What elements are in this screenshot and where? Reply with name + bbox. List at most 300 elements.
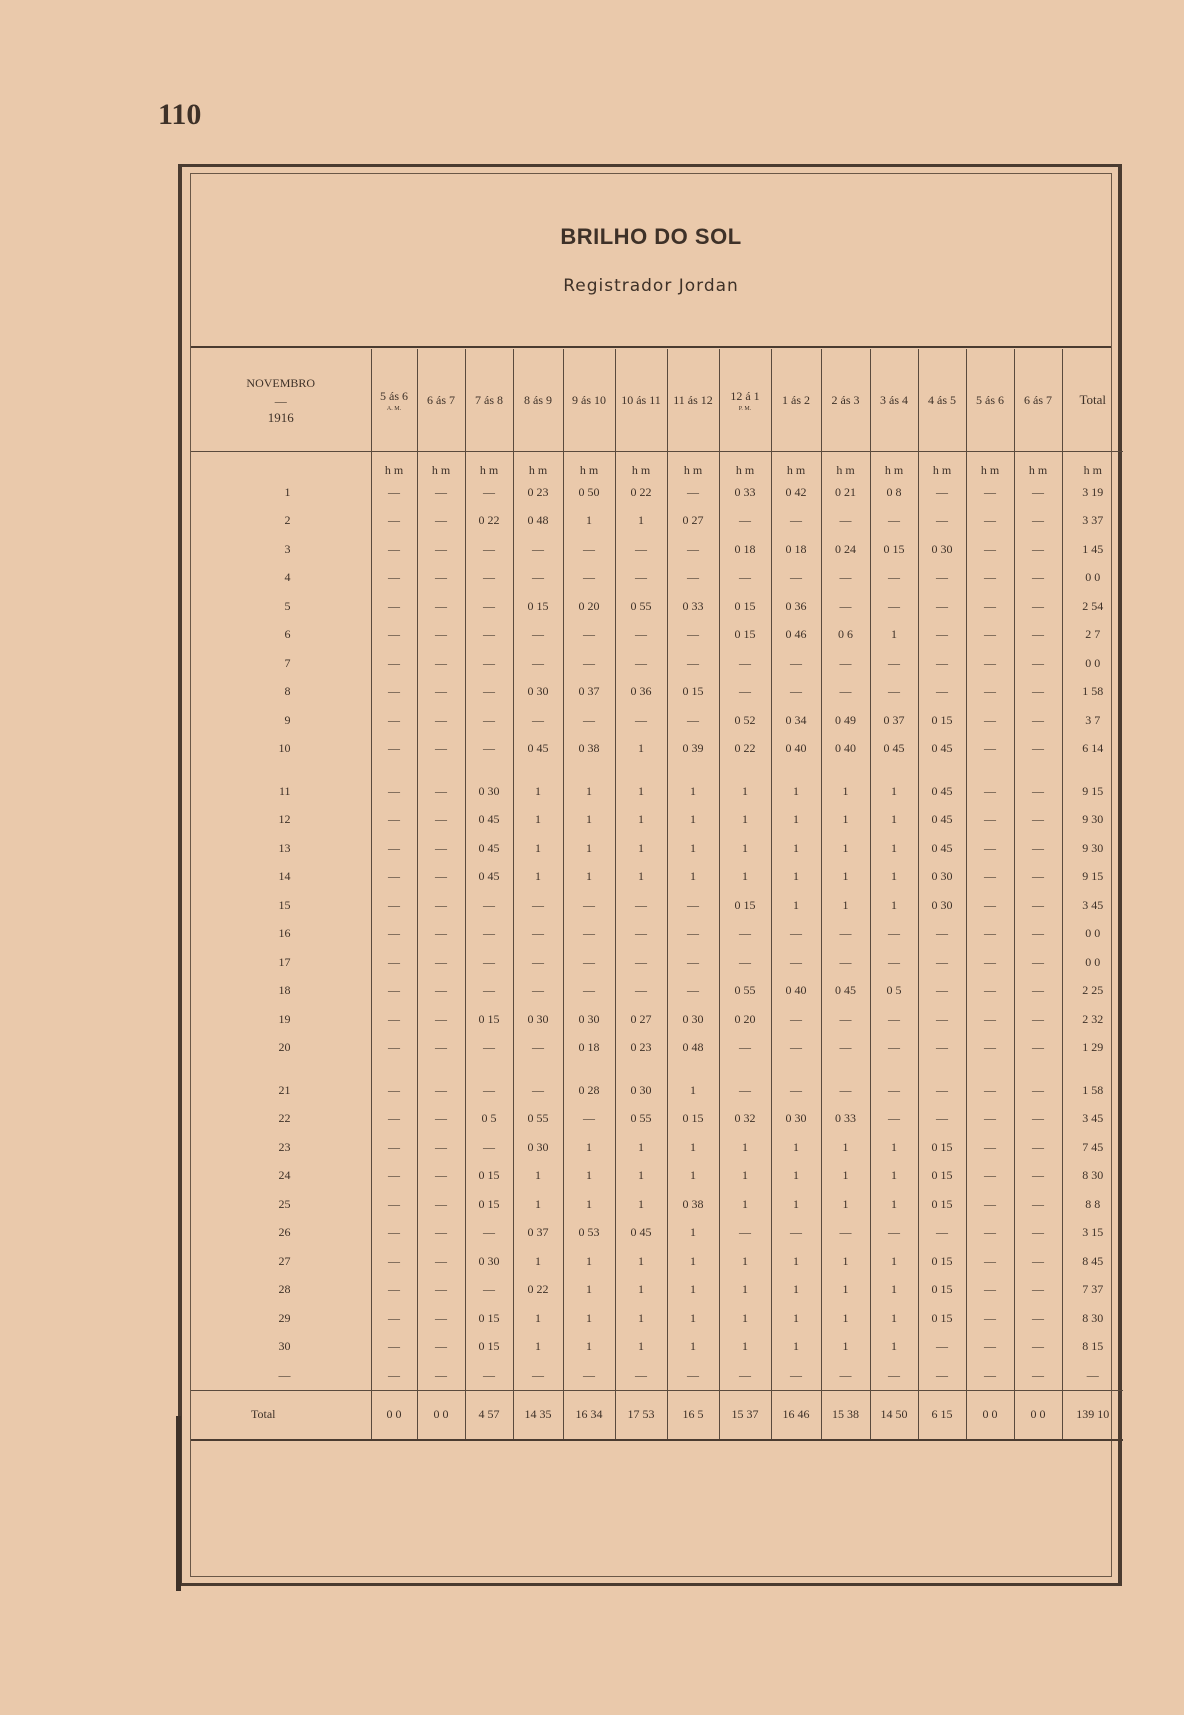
value-cell: — (771, 1005, 821, 1034)
value-cell: — (821, 1005, 870, 1034)
value-cell: — (417, 1062, 465, 1105)
value-cell: — (513, 948, 563, 977)
value-cell: 1 (667, 1162, 719, 1191)
day-cell: 6 (284, 627, 291, 642)
value-cell: 1 (821, 1276, 870, 1305)
value-cell: 1 (771, 1162, 821, 1191)
value-cell: 1 (771, 863, 821, 892)
binding-mark (176, 1416, 181, 1591)
table-row (191, 507, 1123, 536)
value-cell: — (966, 1034, 1014, 1063)
value-cell: 0 45 (465, 806, 513, 835)
value-cell: — (465, 592, 513, 621)
value-cell: — (918, 678, 966, 707)
value-cell: — (870, 1062, 918, 1105)
value-cell: — (417, 834, 465, 863)
header-col-5 (615, 349, 667, 452)
value-cell: 0 40 (771, 977, 821, 1006)
value-cell: — (1014, 977, 1062, 1006)
value-cell: — (966, 977, 1014, 1006)
value-cell: — (1062, 1361, 1123, 1390)
table-row (191, 763, 1123, 806)
day-cell: 27 (278, 1253, 291, 1268)
value-cell: 6 14 (1062, 735, 1123, 764)
day-cell: 18 (278, 983, 291, 998)
value-cell: 0 18 (771, 535, 821, 564)
value-cell: 0 15 (667, 1105, 719, 1134)
value-cell: 1 (563, 1333, 615, 1362)
value-cell: — (1014, 1105, 1062, 1134)
table-row (191, 1276, 1123, 1305)
value-cell: — (615, 891, 667, 920)
value-cell: 0 22 (719, 735, 771, 764)
table-row (191, 1034, 1123, 1063)
value-cell: — (918, 1219, 966, 1248)
table-body (191, 478, 1123, 1390)
table-row (191, 1219, 1123, 1248)
value-cell: — (1014, 1162, 1062, 1191)
header-col-label: 1 ás 2 (782, 392, 810, 407)
value-cell: — (1014, 706, 1062, 735)
value-cell: — (563, 621, 615, 650)
value-cell: — (615, 535, 667, 564)
day-cell: 5 (284, 598, 291, 613)
value-cell: — (417, 678, 465, 707)
value-cell: — (918, 1333, 966, 1362)
value-cell: — (371, 706, 417, 735)
value-cell: 0 45 (465, 863, 513, 892)
unit-cell: h m (563, 452, 615, 479)
value-cell: 0 23 (513, 478, 563, 507)
value-cell: — (615, 706, 667, 735)
value-cell: 1 (771, 763, 821, 806)
value-cell: — (918, 621, 966, 650)
value-cell: 9 15 (1062, 863, 1123, 892)
value-cell: — (417, 920, 465, 949)
value-cell: 1 (771, 1304, 821, 1333)
total-cell: 0 0 (371, 1390, 417, 1440)
value-cell: — (371, 977, 417, 1006)
unit-cell: h m (771, 452, 821, 479)
value-cell: — (371, 564, 417, 593)
unit-cell: h m (821, 452, 870, 479)
value-cell: 1 (563, 507, 615, 536)
value-cell: 0 52 (719, 706, 771, 735)
value-cell: 1 (719, 1162, 771, 1191)
value-cell: — (966, 763, 1014, 806)
value-cell: 0 45 (821, 977, 870, 1006)
value-cell: 0 45 (513, 735, 563, 764)
value-cell: 0 18 (719, 535, 771, 564)
value-cell: — (615, 977, 667, 1006)
value-cell: — (371, 1133, 417, 1162)
value-cell: — (417, 806, 465, 835)
value-cell: — (719, 1062, 771, 1105)
value-cell: — (966, 920, 1014, 949)
table-row (191, 564, 1123, 593)
value-cell: 1 (563, 834, 615, 863)
value-cell: 0 30 (513, 1133, 563, 1162)
value-cell: — (465, 920, 513, 949)
total-label: Total (191, 1390, 371, 1440)
value-cell: — (563, 977, 615, 1006)
header-am: A. M. (386, 405, 402, 412)
value-cell: 0 5 (870, 977, 918, 1006)
value-cell: — (417, 1333, 465, 1362)
value-cell: — (371, 920, 417, 949)
value-cell: 0 15 (667, 678, 719, 707)
value-cell: — (821, 592, 870, 621)
value-cell: 1 (771, 1333, 821, 1362)
value-cell: — (371, 535, 417, 564)
value-cell: — (821, 649, 870, 678)
unit-cell: h m (870, 452, 918, 479)
table-frame (178, 164, 1122, 1586)
value-cell: 1 (719, 763, 771, 806)
value-cell: 0 45 (918, 763, 966, 806)
value-cell: 0 15 (719, 592, 771, 621)
value-cell: 3 15 (1062, 1219, 1123, 1248)
value-cell: 1 (615, 1276, 667, 1305)
value-cell: — (417, 507, 465, 536)
value-cell: 1 (513, 834, 563, 863)
value-cell: 0 30 (465, 763, 513, 806)
value-cell: 9 30 (1062, 806, 1123, 835)
value-cell: 1 (513, 863, 563, 892)
value-cell: — (966, 1005, 1014, 1034)
value-cell: — (513, 977, 563, 1006)
value-cell: — (667, 948, 719, 977)
value-cell: 1 (719, 1247, 771, 1276)
value-cell: — (771, 1361, 821, 1390)
value-cell: — (918, 1034, 966, 1063)
value-cell: 0 15 (918, 1133, 966, 1162)
value-cell: — (1014, 535, 1062, 564)
value-cell: — (966, 1219, 1014, 1248)
value-cell: — (563, 1105, 615, 1134)
value-cell: — (719, 564, 771, 593)
value-cell: — (513, 1361, 563, 1390)
value-cell: 1 (513, 763, 563, 806)
value-cell: 0 0 (1062, 948, 1123, 977)
value-cell: 1 (870, 834, 918, 863)
value-cell: — (821, 1361, 870, 1390)
value-cell: 0 0 (1062, 649, 1123, 678)
value-cell: 1 (821, 1333, 870, 1362)
value-cell: — (918, 564, 966, 593)
value-cell: — (371, 948, 417, 977)
value-cell: 1 (719, 806, 771, 835)
day-cell: — (191, 1361, 371, 1390)
value-cell: 1 (870, 1304, 918, 1333)
value-cell: — (465, 1361, 513, 1390)
value-cell: — (870, 649, 918, 678)
value-cell: — (371, 1062, 417, 1105)
value-cell: 1 (870, 1162, 918, 1191)
value-cell: 0 33 (667, 592, 719, 621)
total-cell: 139 10 (1062, 1390, 1123, 1440)
value-cell: 0 33 (821, 1105, 870, 1134)
value-cell: — (615, 920, 667, 949)
value-cell: — (371, 507, 417, 536)
value-cell: 1 (667, 1304, 719, 1333)
value-cell: — (966, 678, 1014, 707)
value-cell: — (966, 1133, 1014, 1162)
value-cell: — (563, 1361, 615, 1390)
value-cell: 0 48 (513, 507, 563, 536)
table-row (191, 621, 1123, 650)
value-cell: 1 (563, 763, 615, 806)
value-cell: 0 42 (771, 478, 821, 507)
value-cell: — (371, 592, 417, 621)
header-month: NOVEMBRO (246, 376, 316, 390)
table-row (191, 1062, 1123, 1105)
day-cell: 10 (278, 741, 291, 756)
value-cell: 0 37 (870, 706, 918, 735)
value-cell: — (821, 1034, 870, 1063)
total-cell: 16 46 (771, 1390, 821, 1440)
header-col-label: 3 ás 4 (880, 392, 908, 407)
value-cell: — (371, 763, 417, 806)
day-cell: 19 (278, 1011, 291, 1026)
value-cell: 1 (821, 806, 870, 835)
value-cell: 0 30 (918, 891, 966, 920)
value-cell: 0 30 (465, 1247, 513, 1276)
value-cell: 0 55 (513, 1105, 563, 1134)
value-cell: — (513, 1034, 563, 1063)
value-cell: — (870, 1034, 918, 1063)
value-cell: — (371, 1361, 417, 1390)
value-cell: — (513, 920, 563, 949)
value-cell: — (465, 1034, 513, 1063)
value-cell: 1 (821, 1133, 870, 1162)
table-row (191, 1105, 1123, 1134)
value-cell: — (465, 706, 513, 735)
value-cell: — (1014, 1034, 1062, 1063)
table-row (191, 649, 1123, 678)
unit-cell: h m (371, 452, 417, 479)
value-cell: 1 (719, 1276, 771, 1305)
total-row (191, 1390, 1123, 1440)
day-cell: 3 (284, 541, 291, 556)
value-cell: 8 8 (1062, 1190, 1123, 1219)
header-col-label: 5 ás 6 (976, 392, 1004, 407)
value-cell: — (417, 1276, 465, 1305)
value-cell: 1 (821, 891, 870, 920)
value-cell: 1 (771, 1133, 821, 1162)
day-cell: 13 (278, 840, 291, 855)
value-cell: 0 15 (465, 1333, 513, 1362)
value-cell: 8 30 (1062, 1304, 1123, 1333)
value-cell: — (371, 1034, 417, 1063)
value-cell: 0 20 (563, 592, 615, 621)
value-cell: 0 45 (465, 834, 513, 863)
value-cell: — (371, 863, 417, 892)
value-cell: — (371, 1105, 417, 1134)
value-cell: — (918, 1105, 966, 1134)
value-cell: — (465, 891, 513, 920)
value-cell: 0 21 (821, 478, 870, 507)
table-row (191, 478, 1123, 507)
value-cell: — (371, 1333, 417, 1362)
value-cell: 9 30 (1062, 834, 1123, 863)
header-col-label: 5 ás 6 (380, 388, 408, 403)
day-cell: 11 (278, 783, 291, 798)
day-cell: 15 (278, 897, 291, 912)
value-cell: 1 (667, 1247, 719, 1276)
value-cell: 0 8 (870, 478, 918, 507)
value-cell: — (870, 678, 918, 707)
value-cell: 1 (719, 1304, 771, 1333)
value-cell: — (667, 564, 719, 593)
value-cell: — (966, 1276, 1014, 1305)
value-cell: — (966, 806, 1014, 835)
unit-cell: h m (615, 452, 667, 479)
value-cell: — (918, 977, 966, 1006)
value-cell: — (771, 1219, 821, 1248)
value-cell: 0 30 (615, 1062, 667, 1105)
value-cell: — (1014, 1276, 1062, 1305)
value-cell: — (417, 478, 465, 507)
value-cell: 1 (513, 1333, 563, 1362)
units-row (191, 452, 1123, 479)
value-cell: — (371, 735, 417, 764)
header-col-10 (870, 349, 918, 452)
unit-cell: h m (918, 452, 966, 479)
value-cell: 1 (615, 806, 667, 835)
value-cell: — (371, 678, 417, 707)
value-cell: — (870, 1005, 918, 1034)
value-cell: 1 (771, 1190, 821, 1219)
value-cell: — (417, 948, 465, 977)
value-cell: — (821, 678, 870, 707)
value-cell: — (719, 1219, 771, 1248)
value-cell: 3 7 (1062, 706, 1123, 735)
value-cell: 0 15 (465, 1162, 513, 1191)
value-cell: 2 25 (1062, 977, 1123, 1006)
value-cell: 1 (771, 806, 821, 835)
value-cell: — (966, 706, 1014, 735)
value-cell: 1 45 (1062, 535, 1123, 564)
value-cell: 8 15 (1062, 1333, 1123, 1362)
value-cell: — (465, 621, 513, 650)
value-cell: 1 (615, 507, 667, 536)
value-cell: — (513, 649, 563, 678)
day-cell: 30 (278, 1339, 291, 1354)
value-cell: — (918, 649, 966, 678)
value-cell: — (563, 920, 615, 949)
total-cell: 4 57 (465, 1390, 513, 1440)
value-cell: 3 45 (1062, 1105, 1123, 1134)
value-cell: — (918, 478, 966, 507)
value-cell: — (870, 920, 918, 949)
value-cell: — (1014, 806, 1062, 835)
value-cell: — (870, 507, 918, 536)
value-cell: — (513, 706, 563, 735)
value-cell: 1 (870, 1190, 918, 1219)
value-cell: 0 0 (1062, 920, 1123, 949)
value-cell: 0 23 (615, 1034, 667, 1063)
total-cell: 16 5 (667, 1390, 719, 1440)
value-cell: 9 15 (1062, 763, 1123, 806)
value-cell: — (821, 948, 870, 977)
value-cell: 1 (615, 1190, 667, 1219)
value-cell: — (667, 706, 719, 735)
value-cell: 0 30 (771, 1105, 821, 1134)
value-cell: — (870, 564, 918, 593)
value-cell: 1 (667, 806, 719, 835)
table-row (191, 834, 1123, 863)
value-cell: — (966, 507, 1014, 536)
value-cell: 1 29 (1062, 1034, 1123, 1063)
value-cell: — (615, 649, 667, 678)
value-cell: 1 (667, 1219, 719, 1248)
value-cell: — (966, 564, 1014, 593)
value-cell: — (719, 649, 771, 678)
value-cell: 0 53 (563, 1219, 615, 1248)
day-cell: 9 (284, 712, 291, 727)
value-cell: — (1014, 1062, 1062, 1105)
unit-cell: h m (513, 452, 563, 479)
table-subtitle: Registrador Jordan (563, 276, 739, 296)
value-cell: 1 (821, 1304, 870, 1333)
value-cell: — (371, 1304, 417, 1333)
value-cell: — (870, 948, 918, 977)
value-cell: 0 15 (465, 1190, 513, 1219)
total-cell: 14 35 (513, 1390, 563, 1440)
value-cell: 8 45 (1062, 1247, 1123, 1276)
value-cell: — (1014, 948, 1062, 977)
header-col-9 (821, 349, 870, 452)
value-cell: — (465, 478, 513, 507)
value-cell: 0 24 (821, 535, 870, 564)
value-cell: — (417, 649, 465, 678)
value-cell: 0 28 (563, 1062, 615, 1105)
value-cell: 1 (667, 863, 719, 892)
value-cell: — (966, 863, 1014, 892)
value-cell: — (1014, 564, 1062, 593)
value-cell: — (719, 948, 771, 977)
day-cell: 26 (278, 1225, 291, 1240)
total-cell: 0 0 (966, 1390, 1014, 1440)
value-cell: 0 55 (615, 592, 667, 621)
value-cell: — (667, 977, 719, 1006)
value-cell: — (563, 706, 615, 735)
table-row (191, 891, 1123, 920)
value-cell: — (417, 863, 465, 892)
value-cell: — (417, 1105, 465, 1134)
value-cell: — (615, 948, 667, 977)
value-cell: 1 (563, 1247, 615, 1276)
value-cell: — (966, 621, 1014, 650)
value-cell: 1 (513, 1190, 563, 1219)
value-cell: — (966, 891, 1014, 920)
total-cell: 15 38 (821, 1390, 870, 1440)
table-row (191, 535, 1123, 564)
value-cell: 0 36 (771, 592, 821, 621)
value-cell: — (918, 592, 966, 621)
table-row (191, 592, 1123, 621)
value-cell: 1 (513, 1304, 563, 1333)
value-cell: — (417, 706, 465, 735)
value-cell: — (667, 478, 719, 507)
value-cell: — (966, 1333, 1014, 1362)
value-cell: 1 (563, 1133, 615, 1162)
header-col-4 (563, 349, 615, 452)
value-cell: — (371, 1219, 417, 1248)
value-cell: 2 32 (1062, 1005, 1123, 1034)
value-cell: — (1014, 763, 1062, 806)
